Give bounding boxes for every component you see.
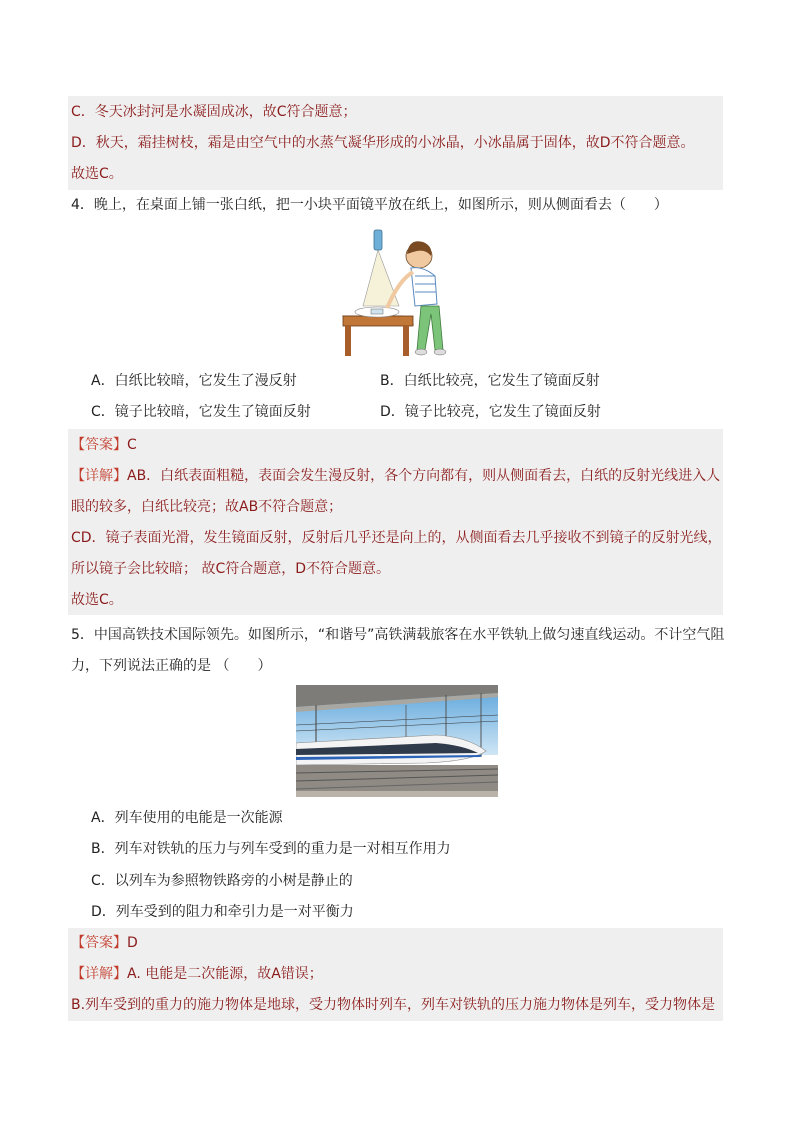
q5-detail-tag: 【详解】 (71, 966, 127, 982)
q4-option-d: D．镜子比较亮，它发生了镜面反射 (380, 404, 601, 420)
q4-option-c: C．镜子比较暗，它发生了镜面反射 (91, 404, 311, 420)
q5-answer-tag: 【答案】 (71, 935, 127, 951)
q4-detail-ab-2: 眼的较多，白纸比较亮；故AB不符合题意； (71, 499, 343, 515)
q4-choose: 故选C。 (71, 592, 123, 608)
q4-detail-ab-1 (71, 461, 720, 492)
q4-stem: 4．晚上，在桌面上铺一张白纸，把一小块平面镜平放在纸上，如图所示，则从侧面看去（ ） (71, 197, 668, 213)
q4-detail-cd-1: CD．镜子表面光滑，发生镜面反射，反射后几乎还是向上的，从侧面看去几乎接收不到镜子的反射光线， (71, 530, 722, 546)
q5-detail-b: B.列车受到的重力的施力物体是地球，受力物体时列车，列车对铁轨的压力施力物体是列车，受力物体是 (71, 997, 716, 1013)
q4-answer-value: C (127, 437, 137, 453)
flashlight-mirror-figure (341, 228, 451, 358)
q5-option-d: D．列车受到的阻力和牵引力是一对平衡力 (91, 904, 354, 920)
q5-option-b: B．列车对铁轨的压力与列车受到的重力是一对相互作用力 (91, 841, 451, 857)
q4-detail-ab-text: AB．白纸表面粗糙，表面会发生漫反射，各个方向都有，则从侧面看去，白纸的反射光线进入人 (127, 468, 721, 484)
high-speed-train-photo (296, 685, 498, 797)
q4-answer-tag: 【答案】 (71, 437, 127, 453)
q4-option-b: B．白纸比较亮，它发生了镜面反射 (380, 373, 600, 389)
q5-stem-1: 5．中国高铁技术国际领先。如图所示，“和谐号”高铁满载旅客在水平铁轨上做匀速直线运动。不计空气阻 (71, 627, 725, 643)
q4-option-a: A．白纸比较暗，它发生了漫反射 (91, 373, 297, 389)
q5-option-c: C．以列车为参照物铁路旁的小树是静止的 (91, 873, 353, 889)
q4-detail-cd-2: 所以镜子会比较暗； 故C符合题意，D不符合题意。 (71, 561, 391, 577)
q5-detail-a-text: A. 电能是二次能源，故A错误； (127, 966, 323, 982)
prev-choose: 故选C。 (71, 166, 123, 182)
q5-answer-value: D (127, 935, 138, 951)
q4-answer (71, 430, 137, 461)
prev-explanation-c: C．冬天冰封河是水凝固成冰，故C符合题意； (71, 104, 357, 120)
q5-option-a: A．列车使用的电能是一次能源 (91, 810, 283, 826)
q5-stem-2: 力，下列说法正确的是 （ ） (71, 658, 272, 674)
q4-detail-tag: 【详解】 (71, 468, 127, 484)
q5-answer (71, 928, 138, 959)
prev-explanation-d: D．秋天，霜挂树枝，霜是由空气中的水蒸气凝华形成的小冰晶，小冰晶属于固体，故D不符合题意。 (71, 135, 695, 151)
q5-detail-a (71, 959, 323, 990)
